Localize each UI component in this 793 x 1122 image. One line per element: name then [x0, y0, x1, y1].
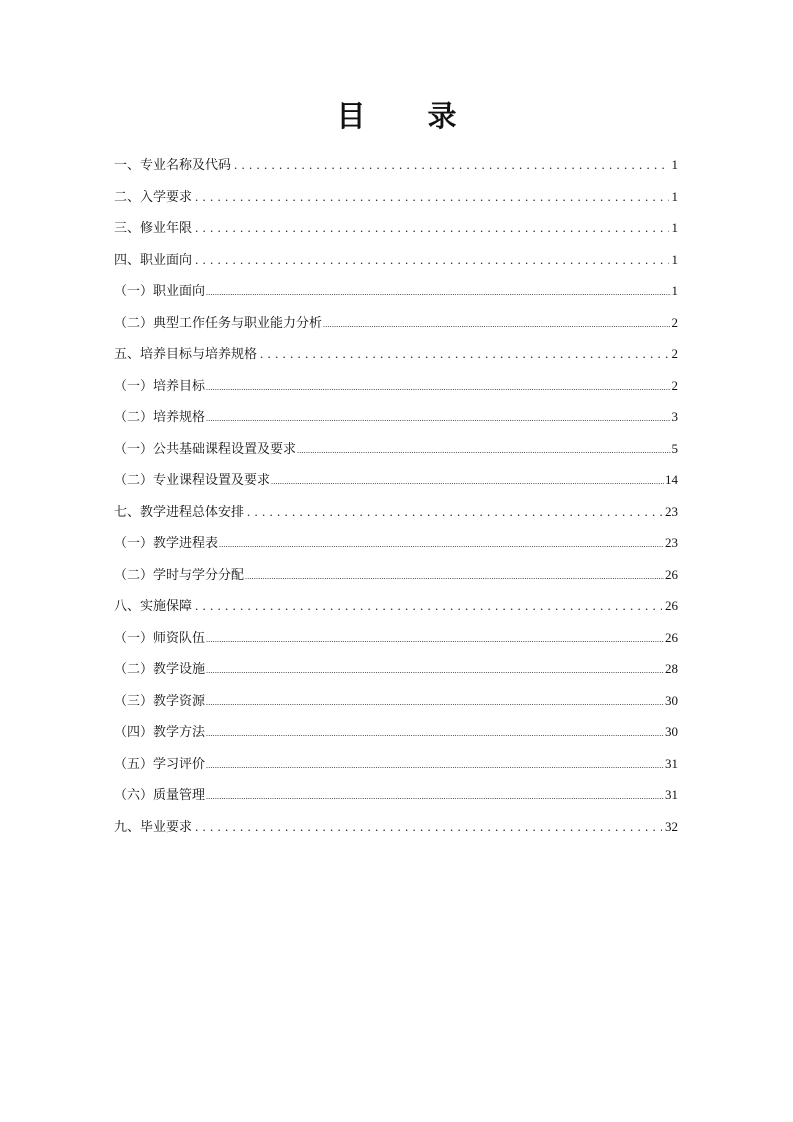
toc-subentry[interactable] [114, 748, 678, 780]
toc-dot-leader [271, 464, 664, 498]
toc-entry-label: 八、实施保障 [114, 599, 193, 614]
toc-entry[interactable] [114, 496, 678, 528]
toc-subentry[interactable] [114, 307, 678, 339]
toc-entry[interactable] [114, 244, 678, 276]
toc-dot-leader [206, 716, 664, 750]
toc-page-number: 1 [671, 188, 678, 204]
toc-subentry[interactable] [114, 653, 678, 685]
toc-page-number: 30 [665, 724, 678, 739]
toc-dot-leader [260, 338, 668, 370]
toc-entry[interactable] [114, 212, 678, 244]
toc-page-number: 26 [665, 629, 678, 645]
toc-page-number: 32 [665, 818, 678, 834]
toc-entry[interactable] [114, 811, 678, 843]
toc-dot-leader [206, 275, 670, 309]
toc-page-number: 30 [665, 692, 678, 708]
toc-dot-leader [323, 307, 670, 341]
toc-page-number: 3 [671, 409, 678, 424]
toc-entry-label: （二）培养规格 [114, 410, 206, 425]
toc-dot-leader [195, 811, 662, 843]
toc-entry-label: （一）培养目标 [114, 378, 206, 394]
toc-page-number: 23 [665, 535, 678, 550]
toc-subentry[interactable] [114, 559, 678, 591]
toc-entry[interactable] [114, 590, 678, 622]
toc-page-number: 2 [671, 346, 678, 361]
toc-page-number: 2 [671, 377, 678, 393]
toc-dot-leader [206, 622, 664, 656]
toc-dot-leader [219, 527, 664, 561]
toc-subentry[interactable] [114, 433, 678, 465]
toc-page-number: 31 [665, 755, 678, 771]
toc-page-number: 26 [665, 598, 678, 613]
toc-title: 目 录 [336, 99, 483, 133]
toc-subentry[interactable] [114, 527, 678, 559]
toc-page-number: 31 [665, 787, 678, 802]
toc-subentry[interactable] [114, 370, 678, 402]
toc-entry-label: 九、毕业要求 [114, 819, 193, 835]
toc-page-number: 26 [665, 566, 678, 582]
toc-page-number: 23 [665, 503, 678, 519]
toc-subentry[interactable] [114, 716, 678, 748]
toc-dot-leader [195, 181, 668, 213]
toc-subentry[interactable] [114, 401, 678, 433]
toc-entry-label: （一）教学进程表 [114, 536, 219, 551]
toc-entry-label: （六）质量管理 [114, 788, 206, 803]
toc-subentry[interactable] [114, 464, 678, 496]
toc-entry-label: 四、职业面向 [114, 252, 193, 268]
toc-subentry[interactable] [114, 685, 678, 717]
toc-entry-label: （三）教学资源 [114, 693, 206, 709]
toc-entry-label: 三、修业年限 [114, 221, 193, 236]
toc-dot-leader [206, 401, 670, 435]
toc-dot-leader [195, 590, 662, 622]
toc-entry[interactable] [114, 149, 678, 181]
toc-dot-leader [234, 149, 668, 181]
toc-dot-leader [206, 370, 670, 404]
toc-entry-label: （二）专业课程设置及要求 [114, 473, 271, 488]
toc-page-number: 1 [671, 283, 678, 298]
toc-page-number: 1 [671, 220, 678, 235]
toc-subentry[interactable] [114, 779, 678, 811]
toc-entry-label: 二、入学要求 [114, 189, 193, 205]
toc-dot-leader [206, 653, 664, 687]
toc-page-number: 5 [671, 440, 678, 456]
toc-dot-leader [195, 212, 668, 244]
toc-entry-label: （五）学习评价 [114, 756, 206, 772]
toc-dot-leader [206, 685, 664, 719]
toc-entry-label: 七、教学进程总体安排 [114, 504, 245, 520]
table-of-contents [114, 149, 678, 842]
toc-entry-label: （四）教学方法 [114, 725, 206, 740]
toc-dot-leader [206, 748, 664, 782]
toc-dot-leader [245, 559, 664, 593]
toc-dot-leader [297, 433, 670, 467]
toc-page-number: 1 [671, 251, 678, 267]
toc-entry[interactable] [114, 338, 678, 370]
toc-entry-label: （二）教学设施 [114, 662, 206, 677]
toc-page-number: 2 [671, 314, 678, 330]
toc-page-number: 1 [671, 157, 678, 172]
toc-entry[interactable] [114, 181, 678, 213]
toc-page-number: 28 [665, 661, 678, 676]
toc-entry-label: （二）典型工作任务与职业能力分析 [114, 315, 323, 331]
toc-entry-label: （一）职业面向 [114, 284, 206, 299]
toc-subentry[interactable] [114, 622, 678, 654]
toc-page-number: 14 [665, 472, 678, 487]
toc-entry-label: （一）公共基础课程设置及要求 [114, 441, 297, 457]
toc-subentry[interactable] [114, 275, 678, 307]
toc-entry-label: （一）师资队伍 [114, 630, 206, 646]
toc-dot-leader [195, 244, 668, 276]
toc-dot-leader [206, 779, 664, 813]
toc-entry-label: 五、培养目标与培养规格 [114, 347, 258, 362]
toc-entry-label: （二）学时与学分分配 [114, 567, 245, 583]
toc-dot-leader [247, 496, 662, 528]
toc-entry-label: 一、专业名称及代码 [114, 158, 232, 173]
